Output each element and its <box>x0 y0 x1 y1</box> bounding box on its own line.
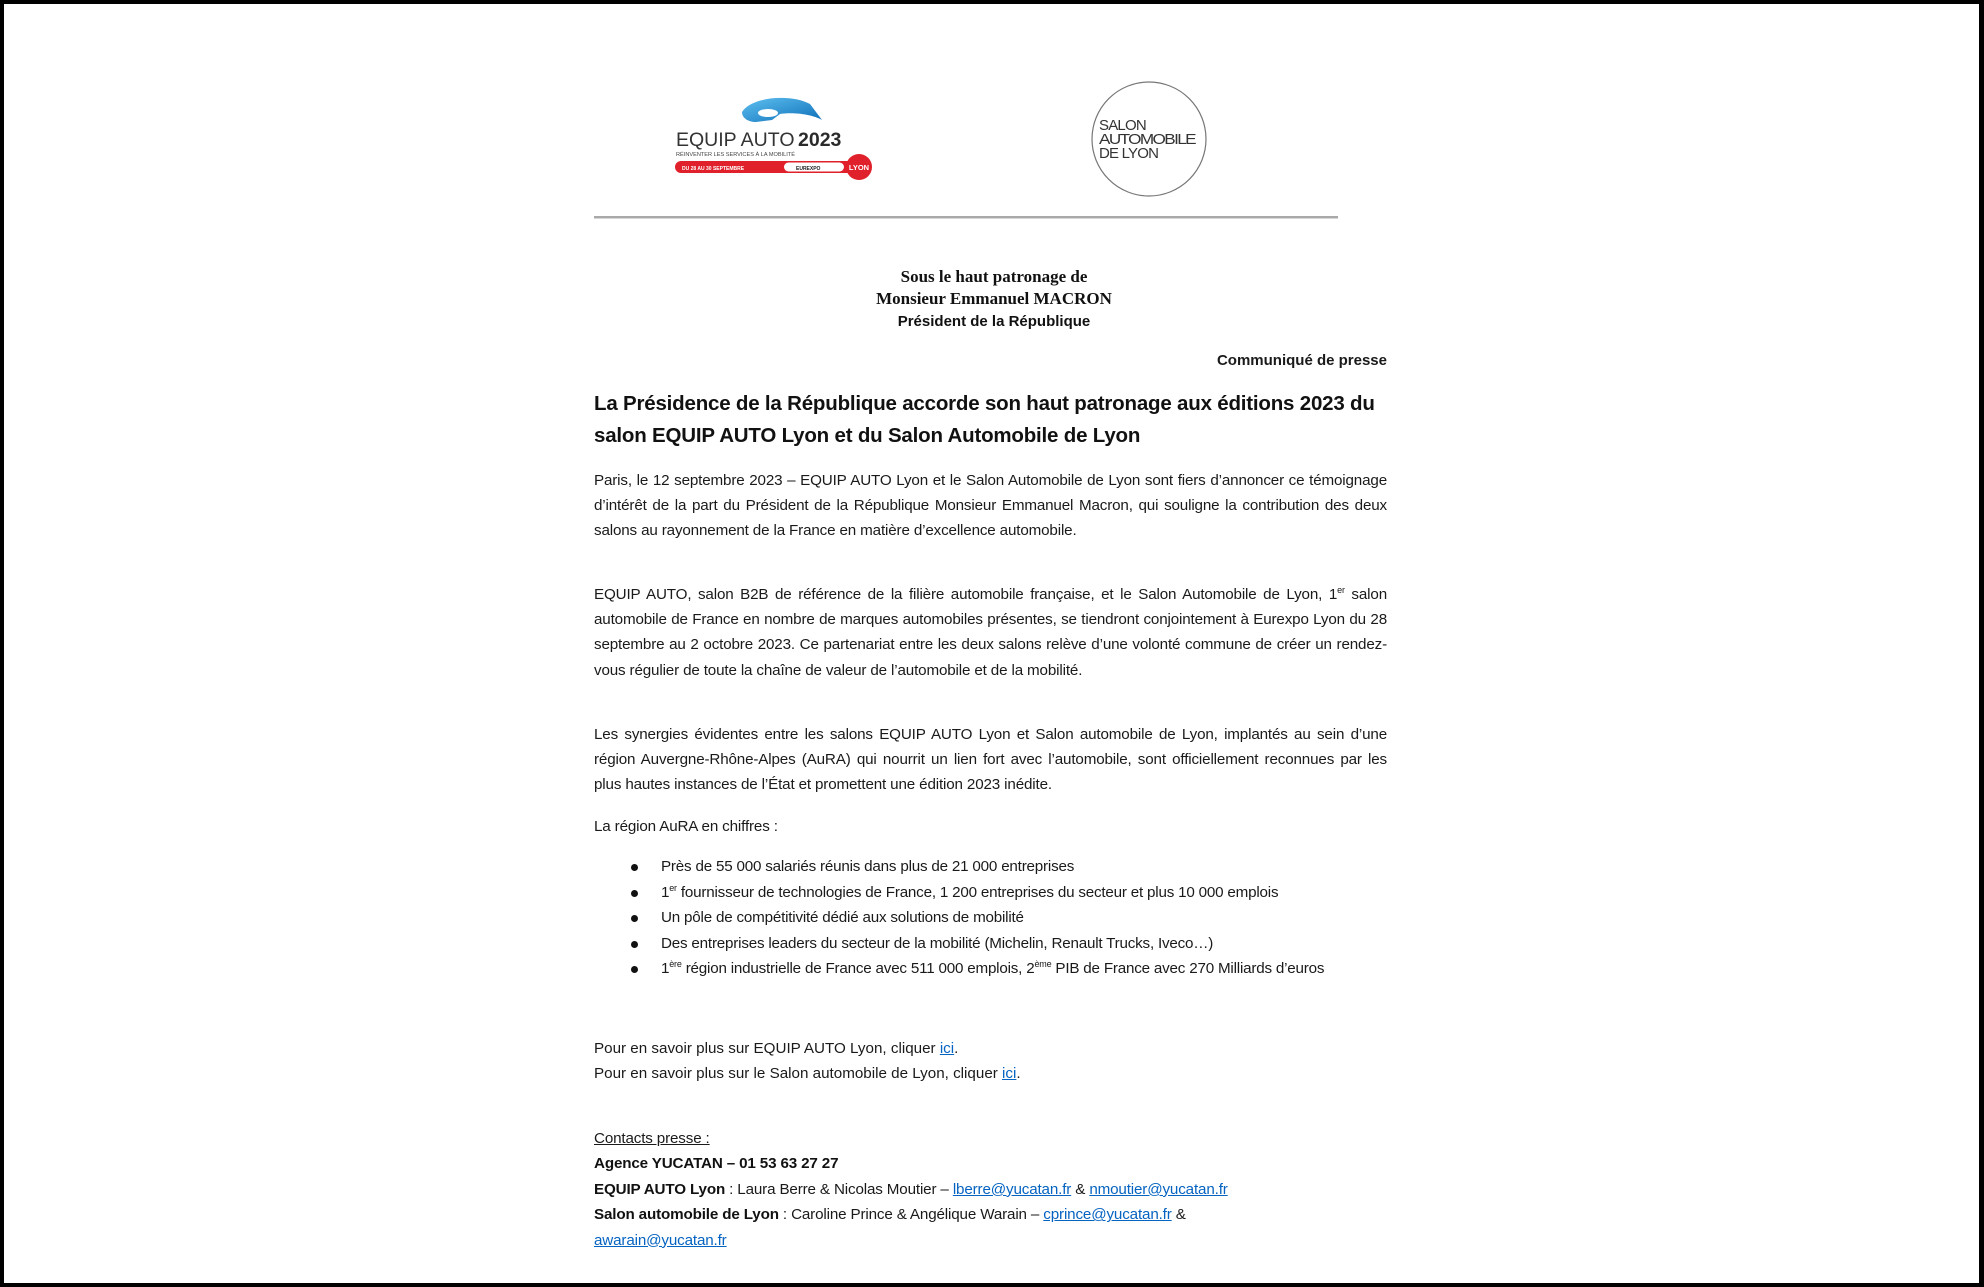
punctuation: . <box>954 1040 959 1057</box>
salon-logo-line2: AUTOMOBILE <box>1099 131 1197 148</box>
ampersand: & <box>1171 1206 1186 1224</box>
equip-logo-venue: EUREXPO <box>796 166 821 172</box>
agency-contact: Agence YUCATAN – 01 53 63 27 27 <box>594 1155 839 1173</box>
paragraph-event-part2: salon automobile de France en nombre de marques automobiles présentes, se tiendront conjointement à Eurexpo Lyon du 28 septembre au 2 octobre 2023. Ce partenariat entre les deux salons relève d’une volonté commune de créer un rendez-vous régulier de toute la chaîne de valeur de l’automobile et de la mobilité. <box>594 586 1387 679</box>
equip-contact-line <box>594 1177 1228 1202</box>
superscript: er <box>1337 585 1345 595</box>
document-page <box>4 4 1979 1283</box>
salon-automobile-logo <box>1088 78 1210 200</box>
equip-logo-tagline: RÉINVENTER LES SERVICES À LA MOBILITÉ <box>676 152 795 158</box>
list-item <box>594 931 1387 957</box>
car-swoosh-icon <box>742 98 822 122</box>
superscript: er <box>669 882 677 893</box>
salon-logo-line1: SALON <box>1099 117 1146 134</box>
email-link-cprince[interactable]: cprince@yucatan.fr <box>1043 1206 1172 1224</box>
list-item-text: Un pôle de compétitivité dédié aux solutions de mobilité <box>661 909 1024 927</box>
more-info-text: Pour en savoir plus sur EQUIP AUTO Lyon, cliquer <box>594 1040 940 1057</box>
punctuation: . <box>1016 1065 1021 1083</box>
more-info-salon <box>594 1061 1021 1086</box>
bullet-icon <box>631 890 638 897</box>
salon-contact-label: Salon automobile de Lyon <box>594 1206 779 1224</box>
more-info-equip <box>594 1036 1021 1061</box>
email-link-nmoutier[interactable]: nmoutier@yucatan.fr <box>1089 1180 1228 1198</box>
bullet-icon <box>631 864 638 871</box>
patronage-line-2: Monsieur Emmanuel MACRON <box>876 289 1112 308</box>
salon-contact-people: : Caroline Prince & Angélique Warain – <box>778 1206 1044 1224</box>
equip-contact-label: EQUIP AUTO Lyon <box>594 1180 726 1198</box>
list-item <box>594 880 1387 906</box>
equip-logo-name: EQUIP AUTO <box>676 129 795 151</box>
list-item-text: fournisseur de technologies de France, 1 200 entreprises du secteur et plus 10 000 emplois <box>676 883 1279 901</box>
paragraph-event-part1: EQUIP AUTO, salon B2B de référence de la filière automobile française, et le Salon Automobile de Lyon, 1 <box>594 586 1338 603</box>
list-item-text: Des entreprises leaders du secteur de la mobilité (Michelin, Renault Trucks, Iveco…) <box>661 934 1214 952</box>
equip-contact-people: : Laura Berre & Nicolas Moutier – <box>725 1180 953 1198</box>
bullet-icon <box>631 966 638 973</box>
patronage-line-3: Président de la République <box>897 313 1091 330</box>
superscript: ème <box>1034 959 1052 970</box>
equip-auto-logo <box>672 90 882 190</box>
bullet-icon <box>631 941 638 948</box>
ampersand: & <box>1071 1180 1090 1198</box>
patronage-block <box>794 266 1194 333</box>
email-link-awarain[interactable]: awarain@yucatan.fr <box>594 1231 727 1249</box>
equip-logo-city: LYON <box>848 163 870 172</box>
list-item-text-end: PIB de France avec 270 Milliards d’euros <box>1051 960 1325 978</box>
email-link-lberre[interactable]: lberre@yucatan.fr <box>952 1180 1072 1198</box>
equip-logo-dates: DU 28 AU 30 SEPTEMBRE <box>682 166 745 172</box>
list-item-text: région industrielle de France avec 511 000 emplois, 2 <box>681 960 1035 978</box>
list-item <box>594 854 1387 880</box>
contacts-heading: Contacts presse : <box>594 1130 710 1147</box>
press-release-title: La Présidence de la République accorde son haut patronage aux éditions 2023 du salon EQUIP AUTO Lyon et du Salon Automobile de Lyon <box>594 392 1375 447</box>
paragraph-event <box>594 582 1387 683</box>
aura-figures-list <box>594 854 1387 982</box>
patronage-line-1: Sous le haut patronage de <box>900 267 1088 286</box>
list-item-prefix: 1 <box>661 960 670 978</box>
salon-logo-line3: DE LYON <box>1099 145 1159 162</box>
list-item <box>594 905 1387 931</box>
bullet-icon <box>631 915 638 922</box>
paragraph-figures-intro: La région AuRA en chiffres : <box>594 818 778 835</box>
equip-auto-link[interactable]: ici <box>939 1040 955 1057</box>
press-contacts <box>594 1126 1228 1253</box>
salon-automobile-link[interactable]: ici <box>1002 1065 1017 1083</box>
paragraph-synergies: Les synergies évidentes entre les salons EQUIP AUTO Lyon et Salon automobile de Lyon, implantés au sein d’une région Auvergne-Rhône-Alpes (AuRA) qui nourrit un lien fort avec l’automobile, sont officiellement reconnues par les plus hautes instances de l’État et promettent une édition 2023 inédite. <box>594 726 1387 794</box>
more-info-links <box>594 1036 1021 1087</box>
header-divider <box>594 216 1338 219</box>
paragraph-intro: Paris, le 12 septembre 2023 – EQUIP AUTO Lyon et le Salon Automobile de Lyon sont fiers d’annoncer ce témoignage d’intérêt de la part du Président de la République Monsieur Emmanuel Macron, qui souligne la contribution des deux salons au rayonnement de la France en matière d’excellence automobile. <box>594 472 1387 540</box>
list-item-text: Près de 55 000 salariés réunis dans plus de 21 000 entreprises <box>661 858 1075 875</box>
salon-contact-line <box>594 1202 1228 1227</box>
superscript: ère <box>669 959 682 970</box>
document-type-label: Communiqué de presse <box>1216 352 1387 369</box>
list-item <box>594 956 1387 982</box>
equip-logo-year: 2023 <box>798 129 842 151</box>
list-item-prefix: 1 <box>661 883 670 901</box>
more-info-text: Pour en savoir plus sur le Salon automobile de Lyon, cliquer <box>594 1065 1003 1083</box>
